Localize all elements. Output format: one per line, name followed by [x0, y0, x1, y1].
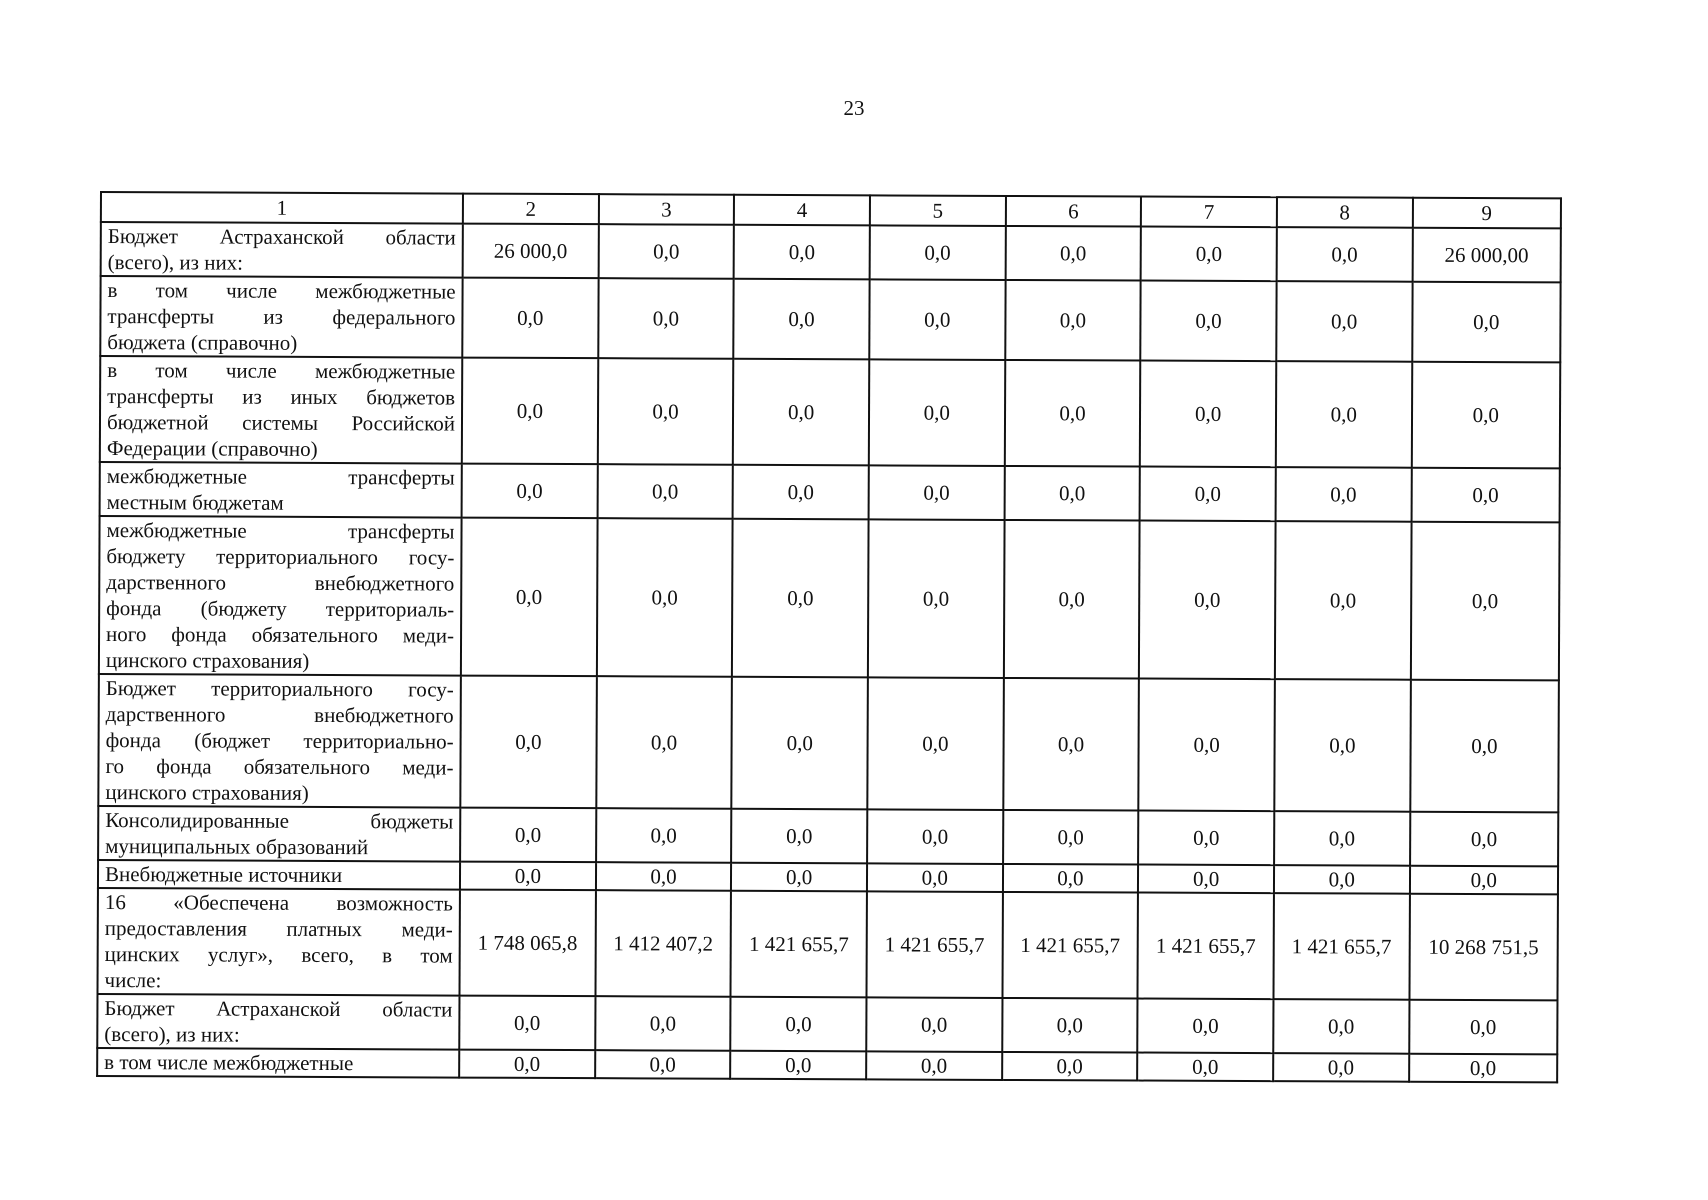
- cell-value-col-4: 0,0: [732, 677, 868, 810]
- row-label-line: бюджета (справочно): [107, 330, 298, 355]
- cell-value-col-6: 0,0: [1003, 864, 1139, 893]
- cell-value-col-4: 0,0: [733, 465, 869, 520]
- cell-value-col-3: 0,0: [596, 808, 732, 863]
- cell-value-col-2: 0,0: [460, 808, 596, 863]
- cell-value-col-8: 0,0: [1273, 1053, 1409, 1082]
- row-label-line: го фонда обязательного меди-: [105, 754, 454, 780]
- row-label-line: 16 «Обеспечена возможность: [104, 890, 453, 916]
- row-label-line: трансферты из федерального: [107, 304, 456, 330]
- cell-value-col-3: 0,0: [597, 464, 733, 519]
- column-header-7: 7: [1141, 197, 1277, 228]
- cell-value-col-3: 0,0: [595, 996, 731, 1051]
- column-header-9: 9: [1412, 198, 1561, 229]
- cell-value-col-5: 0,0: [869, 465, 1005, 520]
- table-row: [100, 356, 1560, 468]
- cell-value-col-3: 0,0: [596, 676, 732, 809]
- cell-value-col-2: 0,0: [462, 278, 598, 359]
- cell-value-col-4: 0,0: [733, 359, 869, 466]
- row-label: [97, 1048, 459, 1078]
- cell-value-col-9: 0,0: [1409, 1000, 1558, 1055]
- row-label-line: бюджетной системы Российской: [106, 410, 456, 436]
- cell-value-col-5: 0,0: [869, 279, 1005, 360]
- row-label-line: межбюджетные трансферты: [106, 464, 455, 490]
- column-header-3: 3: [599, 194, 735, 225]
- row-label: [97, 888, 459, 996]
- cell-value-col-2: 0,0: [462, 358, 598, 465]
- cell-value-col-4: 0,0: [734, 225, 870, 280]
- cell-value-col-8: 0,0: [1274, 679, 1410, 812]
- cell-value-col-4: 0,0: [731, 997, 867, 1052]
- row-label-line: цинского страхования): [105, 648, 310, 673]
- cell-value-col-8: 0,0: [1276, 361, 1412, 468]
- row-label: [98, 860, 460, 890]
- row-label-line: числе:: [104, 968, 162, 993]
- table-row: [99, 516, 1560, 680]
- cell-value-col-3: 0,0: [595, 1050, 731, 1079]
- cell-value-col-6: 0,0: [1003, 678, 1139, 811]
- cell-value-col-6: 0,0: [1003, 810, 1139, 865]
- cell-value-col-5: 1 421 655,7: [866, 891, 1002, 998]
- cell-value-col-9: 0,0: [1411, 468, 1560, 523]
- row-label-line: трансферты из иных бюджетов: [107, 384, 456, 410]
- row-label-line: Бюджет территориального госу-: [105, 676, 454, 702]
- row-label-line: бюджету территориального госу-: [106, 544, 455, 570]
- cell-value-col-8: 0,0: [1274, 811, 1410, 866]
- cell-value-col-4: 0,0: [730, 1051, 866, 1080]
- cell-value-col-3: 0,0: [597, 358, 733, 465]
- cell-value-col-8: 0,0: [1275, 521, 1411, 680]
- table-row: [100, 462, 1560, 522]
- cell-value-col-6: 0,0: [1004, 520, 1140, 679]
- cell-value-col-6: 0,0: [1004, 360, 1140, 467]
- page-number: 23: [843, 96, 865, 120]
- cell-value-col-8: 1 421 655,7: [1273, 893, 1409, 1000]
- row-label: [101, 222, 463, 278]
- column-header-4: 4: [734, 195, 870, 226]
- cell-value-col-9: 0,0: [1410, 812, 1559, 867]
- table-row: [98, 806, 1558, 866]
- cell-value-col-6: 0,0: [1005, 226, 1141, 281]
- cell-value-col-9: 0,0: [1411, 362, 1560, 469]
- cell-value-col-9: 26 000,00: [1412, 228, 1561, 283]
- cell-value-col-6: 1 421 655,7: [1002, 892, 1138, 999]
- cell-value-col-3: 0,0: [598, 224, 734, 279]
- table-row: [97, 888, 1557, 1000]
- cell-value-col-9: 0,0: [1410, 866, 1559, 895]
- cell-value-col-2: 0,0: [459, 1050, 595, 1079]
- row-label-line: в том числе межбюджетные: [104, 1050, 354, 1076]
- cell-value-col-8: 0,0: [1277, 227, 1413, 282]
- row-label-line: Внебюджетные источники: [104, 862, 343, 888]
- cell-value-col-2: 0,0: [460, 862, 596, 891]
- cell-value-col-8: 0,0: [1276, 281, 1412, 362]
- cell-value-col-8: 0,0: [1273, 999, 1409, 1054]
- cell-value-col-7: 0,0: [1139, 679, 1275, 812]
- cell-value-col-6: 0,0: [1002, 1052, 1138, 1081]
- table-body: [97, 222, 1561, 1082]
- row-label-line: предоставления платных меди-: [104, 916, 453, 942]
- cell-value-col-3: 1 412 407,2: [595, 890, 731, 997]
- cell-value-col-9: 0,0: [1410, 522, 1559, 681]
- cell-value-col-4: 0,0: [734, 279, 870, 360]
- cell-value-col-8: 0,0: [1274, 865, 1410, 894]
- budget-table: [96, 191, 1562, 1083]
- cell-value-col-5: 0,0: [866, 1051, 1002, 1080]
- row-label: [97, 994, 459, 1050]
- cell-value-col-4: 1 421 655,7: [731, 891, 867, 998]
- cell-value-col-2: 0,0: [460, 676, 596, 809]
- cell-value-col-2: 0,0: [461, 518, 597, 677]
- row-label-line: ного фонда обязательного меди-: [106, 622, 455, 648]
- table-row: [101, 222, 1561, 282]
- cell-value-col-5: 0,0: [869, 359, 1005, 466]
- row-label-line: Федерации (справочно): [106, 436, 318, 461]
- cell-value-col-4: 0,0: [732, 519, 868, 678]
- column-header-6: 6: [1005, 196, 1141, 227]
- cell-value-col-5: 0,0: [868, 519, 1004, 678]
- table-row: [97, 994, 1557, 1054]
- table-row: [97, 1048, 1557, 1082]
- cell-value-col-6: 0,0: [1002, 998, 1138, 1053]
- cell-value-col-2: 1 748 065,8: [459, 890, 595, 997]
- row-label-line: цинских услуг», всего, в том: [104, 942, 453, 968]
- cell-value-col-2: 26 000,0: [463, 224, 599, 279]
- row-label-line: дарственного внебюджетного: [106, 570, 455, 596]
- cell-value-col-7: 0,0: [1140, 467, 1276, 522]
- cell-value-col-9: 10 268 751,5: [1409, 894, 1558, 1001]
- row-label-line: межбюджетные трансферты: [106, 518, 455, 544]
- cell-value-col-4: 0,0: [731, 809, 867, 864]
- cell-value-col-9: 0,0: [1410, 680, 1559, 813]
- row-label: [100, 276, 462, 358]
- column-header-2: 2: [463, 194, 599, 225]
- row-label-line: в том числе межбюджетные: [107, 358, 456, 384]
- cell-value-col-4: 0,0: [731, 863, 867, 892]
- cell-value-col-6: 0,0: [1005, 280, 1141, 361]
- row-label-line: фонда (бюджет территориально-: [105, 728, 454, 754]
- table-row: [100, 276, 1560, 362]
- row-label: [98, 806, 460, 862]
- row-label-line: цинского страхования): [105, 780, 309, 805]
- row-label-line: Консолидированные бюджеты: [105, 808, 454, 834]
- cell-value-col-5: 0,0: [870, 225, 1006, 280]
- cell-value-col-7: 0,0: [1138, 999, 1274, 1054]
- row-label-line: местным бюджетам: [106, 490, 284, 515]
- cell-value-col-9: 0,0: [1412, 282, 1561, 363]
- cell-value-col-7: 0,0: [1139, 521, 1275, 680]
- column-header-5: 5: [870, 195, 1006, 226]
- row-label-line: Бюджет Астраханской области: [104, 996, 453, 1022]
- column-header-1: 1: [101, 192, 463, 224]
- cell-value-col-6: 0,0: [1004, 466, 1140, 521]
- row-label: [99, 516, 462, 676]
- cell-value-col-5: 0,0: [867, 863, 1003, 892]
- row-label: [100, 356, 462, 464]
- cell-value-col-7: 0,0: [1137, 1053, 1273, 1082]
- row-label: [100, 462, 462, 518]
- cell-value-col-5: 0,0: [866, 997, 1002, 1052]
- cell-value-col-5: 0,0: [867, 677, 1003, 810]
- cell-value-col-7: 0,0: [1138, 811, 1274, 866]
- cell-value-col-7: 0,0: [1141, 281, 1277, 362]
- column-header-8: 8: [1277, 197, 1413, 228]
- row-label-line: (всего), из них:: [104, 1022, 240, 1047]
- row-label-line: в том числе межбюджетные: [107, 278, 456, 304]
- cell-value-col-7: 0,0: [1141, 227, 1277, 282]
- cell-value-col-3: 0,0: [598, 278, 734, 359]
- cell-value-col-3: 0,0: [596, 862, 732, 891]
- row-label-line: дарственного внебюджетного: [105, 702, 454, 728]
- row-label: [98, 674, 461, 808]
- cell-value-col-8: 0,0: [1276, 467, 1412, 522]
- table-row: [98, 674, 1559, 812]
- row-label-line: муниципальных образований: [105, 834, 369, 860]
- cell-value-col-3: 0,0: [597, 518, 733, 677]
- cell-value-col-9: 0,0: [1409, 1054, 1558, 1083]
- row-label-line: (всего), из них:: [107, 250, 244, 275]
- cell-value-col-2: 0,0: [462, 464, 598, 519]
- cell-value-col-7: 0,0: [1138, 865, 1274, 894]
- cell-value-col-5: 0,0: [867, 809, 1003, 864]
- cell-value-col-7: 0,0: [1140, 361, 1276, 468]
- cell-value-col-7: 1 421 655,7: [1138, 893, 1274, 1000]
- row-label-line: фонда (бюджету территориаль-: [106, 596, 455, 622]
- cell-value-col-2: 0,0: [459, 996, 595, 1051]
- row-label-line: Бюджет Астраханской области: [107, 224, 456, 250]
